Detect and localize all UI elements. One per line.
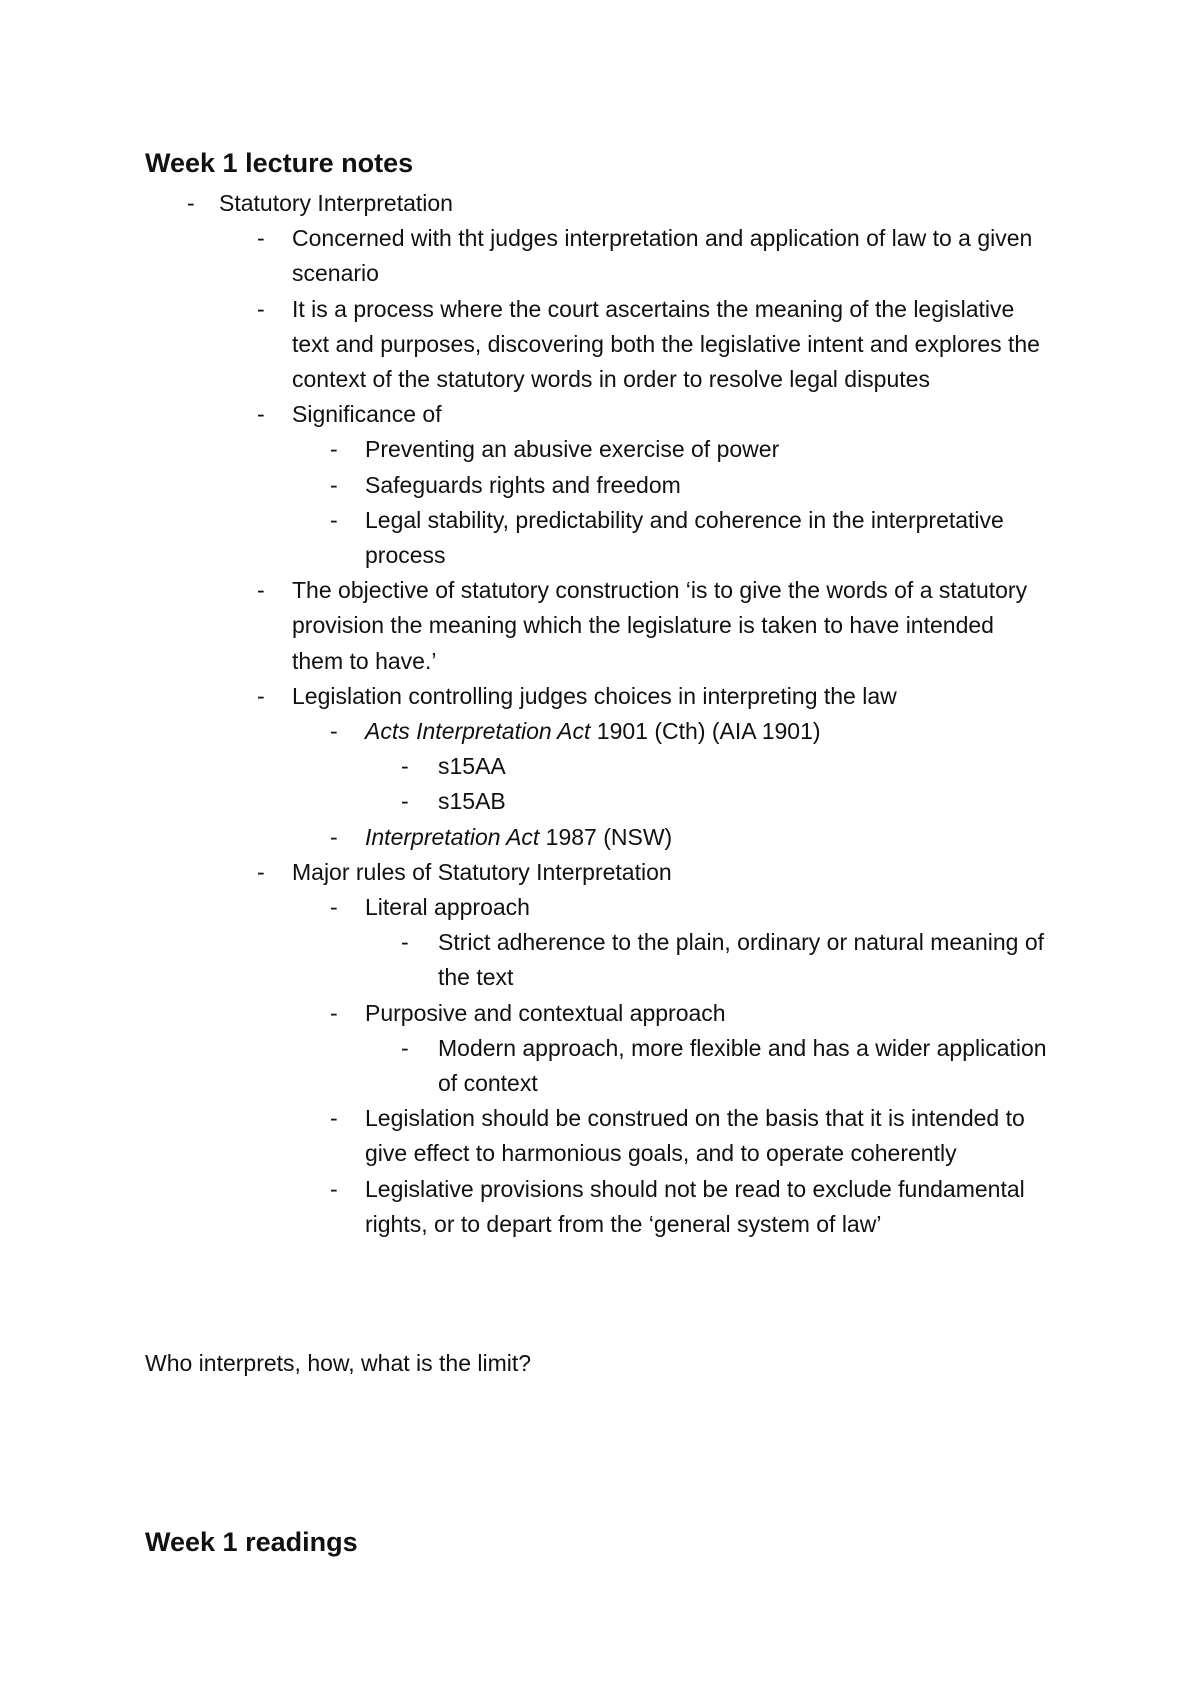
note-item <box>0 221 1042 291</box>
note-text-part: Legislation controlling judges choices in interpreting the law <box>292 682 897 709</box>
note-item <box>0 292 1042 398</box>
note-item <box>0 890 1055 925</box>
note-item <box>0 820 1055 855</box>
note-item <box>0 432 1055 467</box>
dash-bullet-icon: - <box>187 190 195 216</box>
note-text-part: Purposive and contextual approach <box>365 999 726 1026</box>
note-text <box>292 679 1042 714</box>
note-text-part: Literal approach <box>365 894 530 921</box>
note-item <box>0 186 1039 221</box>
note-text <box>365 468 1055 503</box>
dash-bullet-icon: - <box>401 1034 409 1061</box>
note-text-part: 1987 (NSW) <box>539 823 673 850</box>
note-item <box>0 714 1055 749</box>
note-text <box>438 749 1058 784</box>
dash-bullet-icon: - <box>401 753 409 780</box>
dash-bullet-icon: - <box>330 506 338 533</box>
act-title: Acts Interpretation Act <box>365 718 591 745</box>
note-text <box>292 573 1042 679</box>
note-text <box>438 784 1058 819</box>
note-text-part: Legislation should be construed on the basis that it is intended to give effect to harmonious goals, and to operate coherently <box>365 1105 1025 1167</box>
note-text-part: Major rules of Statutory Interpretation <box>292 858 672 885</box>
dash-bullet-icon: - <box>330 718 338 745</box>
note-text-part: Safeguards rights and freedom <box>365 471 681 498</box>
note-text <box>365 996 1055 1031</box>
dash-bullet-icon: - <box>257 577 265 604</box>
note-item <box>0 996 1055 1031</box>
question-text: Who interprets, how, what is the limit? <box>145 1350 532 1376</box>
note-text-part: It is a process where the court ascertains the meaning of the legislative text and purposes, discovering both the legislative intent and explores the context of the statutory words in order to resolve legal disputes <box>292 295 1040 393</box>
note-text-part: 1901 (Cth) (AIA 1901) <box>590 718 821 745</box>
note-text <box>292 397 1042 432</box>
dash-bullet-icon: - <box>257 682 265 709</box>
note-text <box>365 1172 1055 1242</box>
note-text <box>365 890 1055 925</box>
note-item <box>0 784 1058 819</box>
note-text-part: Significance of <box>292 401 442 428</box>
note-item <box>0 1101 1055 1171</box>
note-text <box>365 1101 1055 1171</box>
note-text <box>365 503 1055 573</box>
note-text <box>365 820 1055 855</box>
note-text-part: Statutory Interpretation <box>219 190 453 216</box>
note-text <box>365 714 1055 749</box>
note-item <box>0 503 1055 573</box>
dash-bullet-icon: - <box>330 1105 338 1132</box>
note-item <box>0 573 1042 679</box>
dash-bullet-icon: - <box>330 436 338 463</box>
note-item <box>0 468 1055 503</box>
readings-heading: Week 1 readings <box>145 1527 358 1557</box>
note-text <box>438 925 1058 995</box>
dash-bullet-icon: - <box>330 999 338 1026</box>
note-text <box>219 186 1039 221</box>
note-item <box>0 1031 1058 1101</box>
note-item <box>0 397 1042 432</box>
note-text-part: Legal stability, predictability and coherence in the interpretative process <box>365 506 1004 569</box>
note-item <box>0 925 1058 995</box>
note-text-part: The objective of statutory construction ‘is to give the words of a statutory provision the meaning which the legislature is taken to have intended them to have.’ <box>292 577 1028 674</box>
note-text-part: Modern approach, more flexible and has a wider application of context <box>438 1034 1047 1097</box>
note-item <box>0 1172 1055 1242</box>
dash-bullet-icon: - <box>257 225 265 252</box>
lecture-notes-heading: Week 1 lecture notes <box>145 148 414 178</box>
note-text <box>292 221 1042 291</box>
note-text <box>438 1031 1058 1101</box>
note-text-part: Concerned with tht judges interpretation and application of law to a given scenario <box>292 225 1033 287</box>
note-text <box>292 855 1042 890</box>
note-text-part: s15AB <box>438 788 506 815</box>
dash-bullet-icon: - <box>257 401 265 428</box>
dash-bullet-icon: - <box>257 858 265 885</box>
note-text-part: s15AA <box>438 753 506 780</box>
note-item <box>0 855 1042 890</box>
note-text-part: Strict adherence to the plain, ordinary or natural meaning of the text <box>438 929 1045 991</box>
note-item <box>0 749 1058 784</box>
dash-bullet-icon: - <box>330 1175 338 1202</box>
note-text-part: Preventing an abusive exercise of power <box>365 436 780 463</box>
dash-bullet-icon: - <box>401 929 409 956</box>
dash-bullet-icon: - <box>257 295 265 322</box>
act-title: Interpretation Act <box>365 823 540 850</box>
note-item <box>0 679 1042 714</box>
dash-bullet-icon: - <box>330 471 338 498</box>
dash-bullet-icon: - <box>401 788 409 815</box>
note-text <box>292 292 1042 398</box>
lecture-notes-list <box>0 186 1200 1242</box>
dash-bullet-icon: - <box>330 823 338 850</box>
note-text-part: Legislative provisions should not be read to exclude fundamental rights, or to depart from the ‘general system of law’ <box>365 1175 1025 1237</box>
dash-bullet-icon: - <box>330 894 338 921</box>
note-text <box>365 432 1055 467</box>
